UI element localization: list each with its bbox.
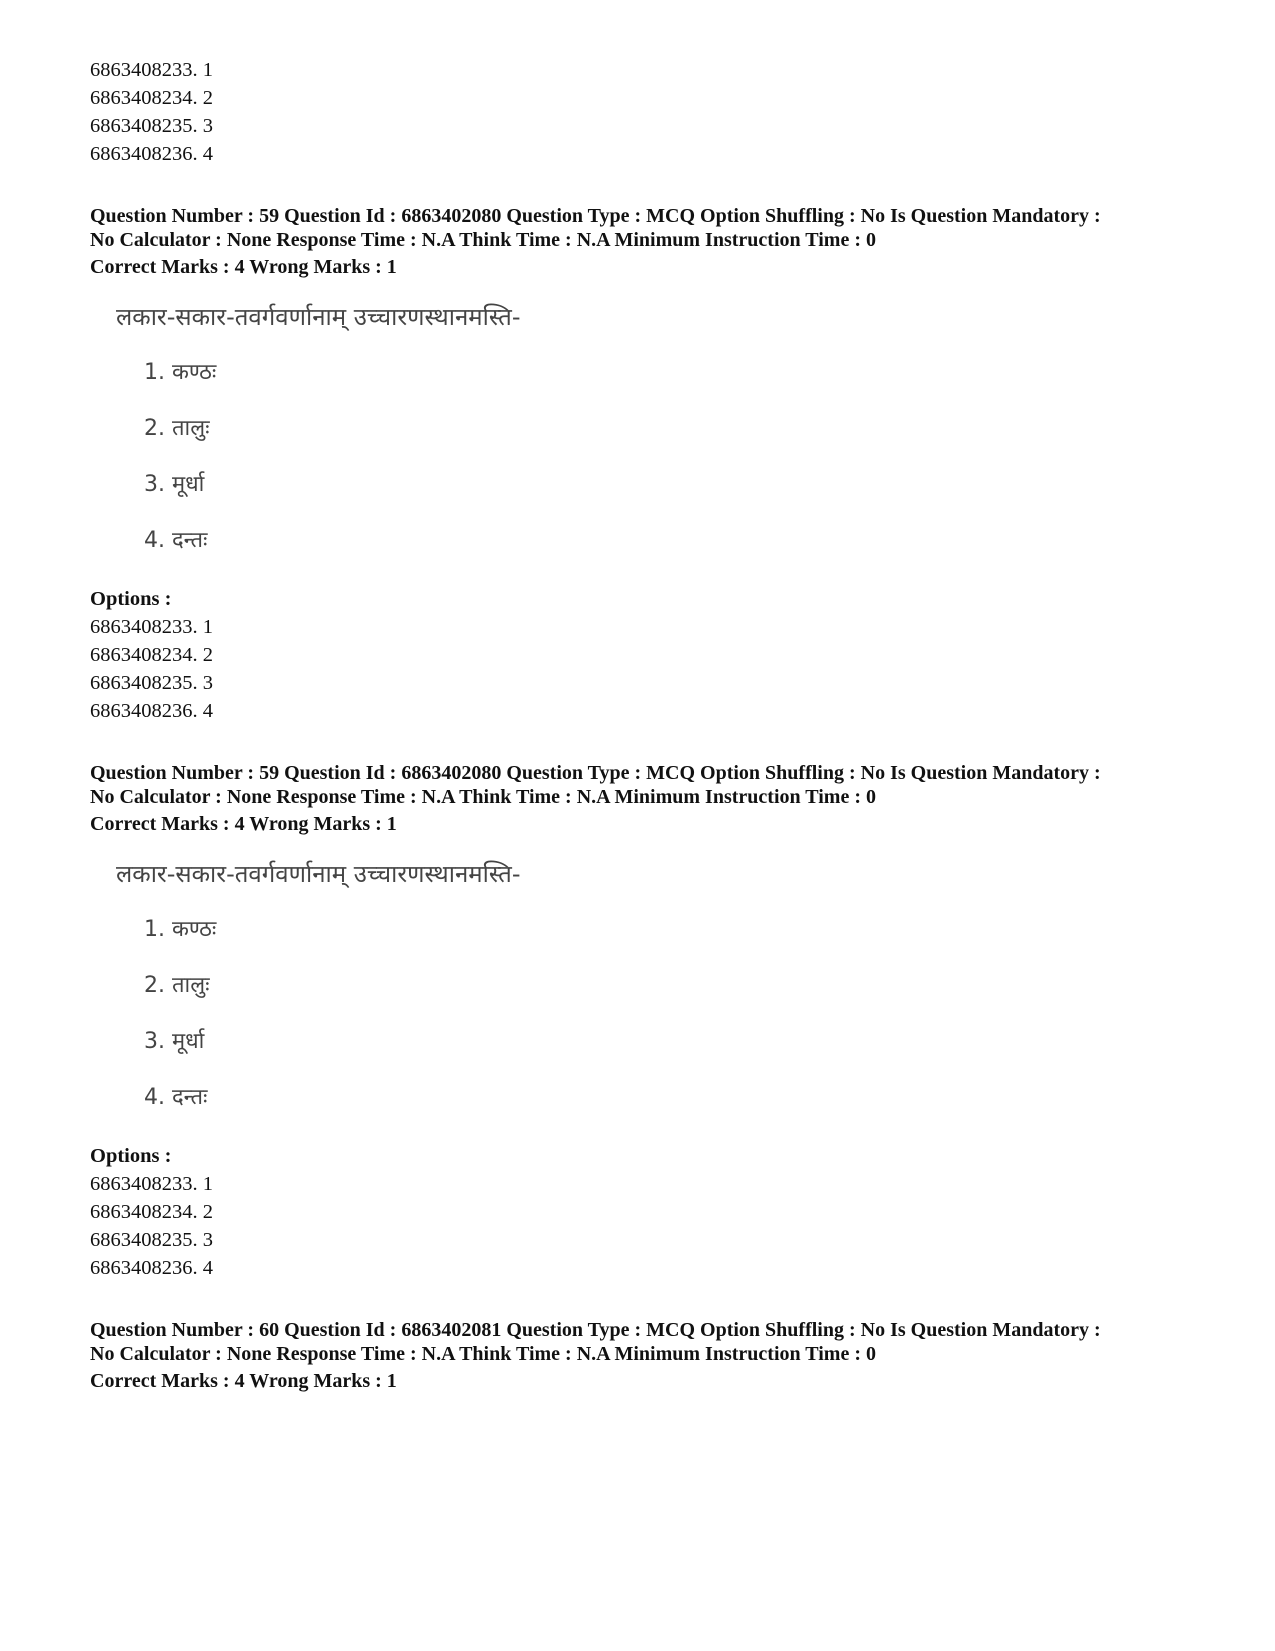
question-marks: Correct Marks : 4 Wrong Marks : 1: [90, 813, 397, 835]
question-choice: 3. मूर्धा: [144, 472, 205, 497]
option-line: 6863408236. 4: [90, 1257, 213, 1279]
option-line: 6863408236. 4: [90, 143, 213, 165]
question-meta-line: Question Number : 59 Question Id : 6863402080 Question Type : MCQ Option Shuffling : No Is Question Mandatory :: [90, 762, 1101, 784]
question-choice: 4. दन्तः: [144, 1085, 208, 1110]
option-line: 6863408236. 4: [90, 700, 213, 722]
question-meta-line: No Calculator : None Response Time : N.A Think Time : N.A Minimum Instruction Time : 0: [90, 786, 876, 808]
question-stem: लकार-सकार-तवर्गवर्णानाम् उच्चारणस्थानमस्ति-: [116, 860, 521, 888]
options-heading: Options :: [90, 588, 172, 610]
question-choice: 1. कण्ठः: [144, 360, 217, 385]
question-meta-line: No Calculator : None Response Time : N.A Think Time : N.A Minimum Instruction Time : 0: [90, 229, 876, 251]
question-marks: Correct Marks : 4 Wrong Marks : 1: [90, 1370, 397, 1392]
option-line: 6863408234. 2: [90, 87, 213, 109]
question-block: [90, 761, 1200, 1282]
option-line: 6863408234. 2: [90, 1201, 213, 1223]
question-image: [116, 299, 1200, 581]
question-paper-page: [90, 56, 1200, 1429]
question-choice: 3. मूर्धा: [144, 1029, 205, 1054]
option-line: 6863408233. 1: [90, 59, 213, 81]
previous-question-options: [90, 56, 1200, 168]
question-block: [90, 204, 1200, 725]
option-line: 6863408235. 3: [90, 115, 213, 137]
question-meta-line: Question Number : 60 Question Id : 6863402081 Question Type : MCQ Option Shuffling : No Is Question Mandatory :: [90, 1319, 1101, 1341]
question-meta-line: No Calculator : None Response Time : N.A Think Time : N.A Minimum Instruction Time : 0: [90, 1343, 876, 1365]
question-stem: लकार-सकार-तवर्गवर्णानाम् उच्चारणस्थानमस्ति-: [116, 303, 521, 331]
question-choice: 1. कण्ठः: [144, 917, 217, 942]
question-choice: 2. तालुः: [144, 973, 210, 998]
option-line: 6863408235. 3: [90, 672, 213, 694]
question-choice: 4. दन्तः: [144, 528, 208, 553]
option-line: 6863408233. 1: [90, 616, 213, 638]
question-meta-line: Question Number : 59 Question Id : 6863402080 Question Type : MCQ Option Shuffling : No Is Question Mandatory :: [90, 205, 1101, 227]
question-marks: Correct Marks : 4 Wrong Marks : 1: [90, 256, 397, 278]
option-line: 6863408233. 1: [90, 1173, 213, 1195]
question-choice: 2. तालुः: [144, 416, 210, 441]
option-line: 6863408234. 2: [90, 644, 213, 666]
option-line: 6863408235. 3: [90, 1229, 213, 1251]
question-image: [116, 856, 1200, 1138]
question-block: [90, 1318, 1200, 1393]
options-heading: Options :: [90, 1145, 172, 1167]
